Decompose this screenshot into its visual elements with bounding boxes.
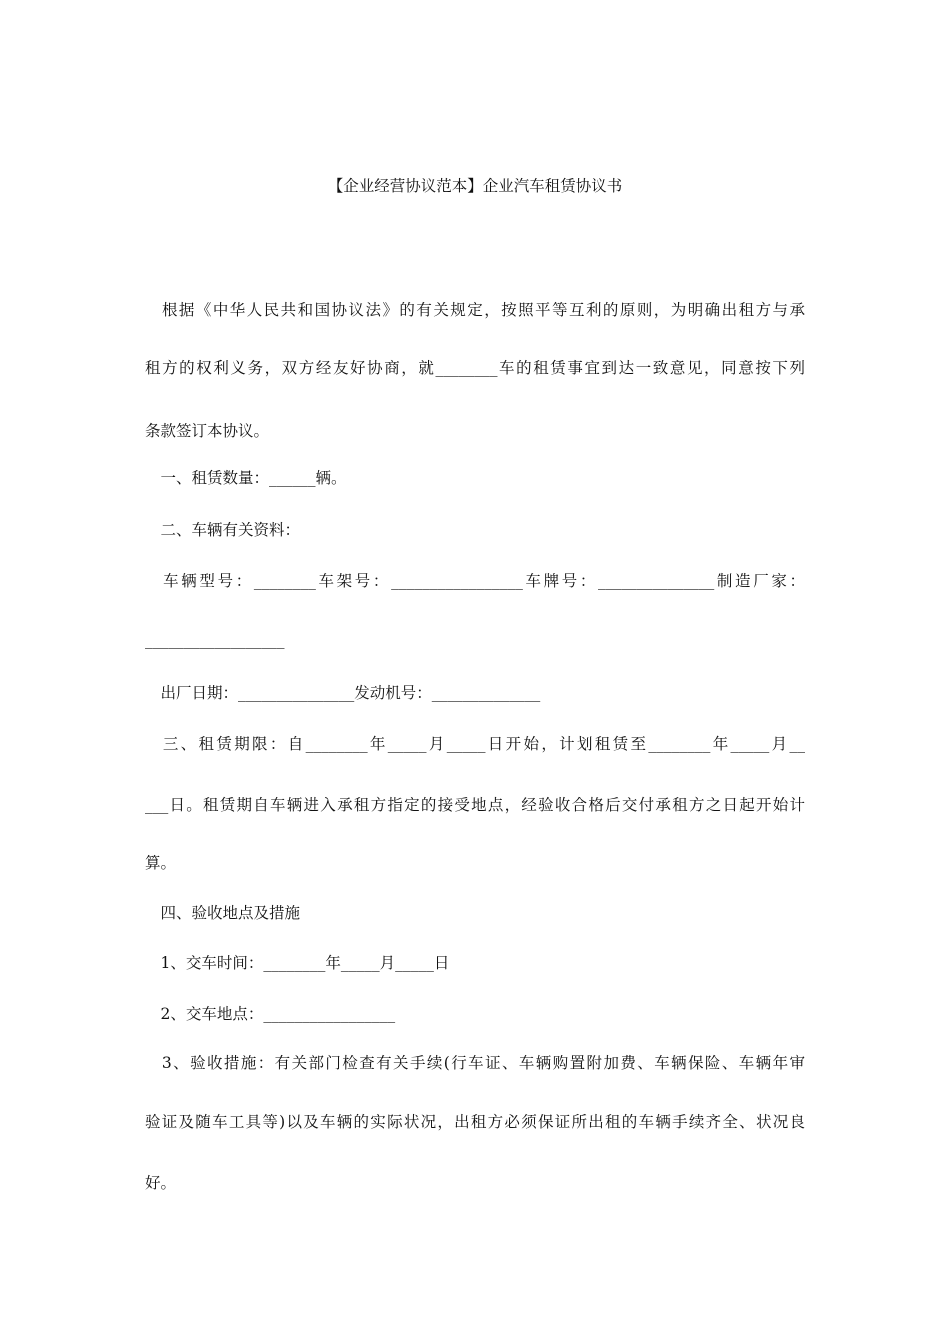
vehicle-info-line-2: __________________ [145, 631, 285, 649]
inspection-item-3-line-3: 好。 [145, 1174, 177, 1192]
clause-lease-quantity: 一、租赁数量：______辆。 [145, 469, 347, 487]
paragraph-line-1: 根据《中华人民共和国协议法》的有关规定，按照平等互利的原则，为明确出租方与承 [145, 301, 805, 319]
document-title: 【企业经营协议范本】企业汽车租赁协议书 [327, 177, 623, 195]
clause-lease-term-line-2: ___日。租赁期自车辆进入承租方指定的接受地点，经验收合格后交付承租方之日起开始计 [145, 796, 805, 814]
inspection-item-2: 2、交车地点：_________________ [145, 1005, 396, 1023]
clause-vehicle-info-heading: 二、车辆有关资料： [145, 521, 301, 539]
paragraph-line-3: 条款签订本协议。 [145, 422, 270, 440]
vehicle-info-line-1: 车辆型号：________车架号：_________________车牌号：_______________制造厂家： [145, 572, 805, 590]
inspection-item-3-line-1: 3、验收措施：有关部门检查有关手续(行车证、车辆购置附加费、车辆保险、车辆年审 [145, 1054, 805, 1072]
clause-lease-term-line-1: 三、租赁期限：自________年_____月_____日开始，计划租赁至________年_____月__ [145, 735, 805, 753]
clause-lease-term-line-3: 算。 [145, 854, 177, 872]
paragraph-line-2: 租方的权利义务，双方经友好协商，就________车的租赁事宜到达一致意见，同意按下列 [145, 359, 805, 377]
inspection-item-3-line-2: 验证及随车工具等)以及车辆的实际状况，出租方必须保证所出租的车辆手续齐全、状况良 [145, 1113, 805, 1131]
clause-inspection-heading: 四、验收地点及措施 [145, 904, 301, 922]
vehicle-info-line-3: 出厂日期：_______________发动机号：______________ [145, 684, 541, 702]
inspection-item-1: 1、交车时间：________年_____月_____日 [145, 954, 450, 972]
